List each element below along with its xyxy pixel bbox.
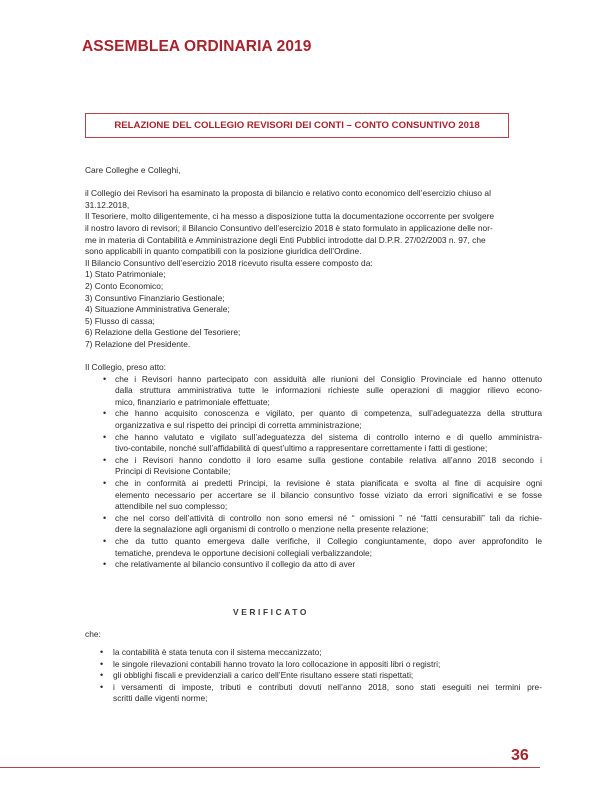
page-number: 36 bbox=[511, 747, 529, 764]
verificato-heading: VERIFICATO bbox=[233, 607, 309, 617]
verificato-list bbox=[85, 647, 542, 705]
list-item-line: • la contabilità è stata tenuta con il sistema meccanizzato; bbox=[113, 647, 322, 657]
list-item-line: attendibile nel suo complesso; bbox=[115, 501, 228, 512]
intro-line: sono applicabili in quanto compatibili con la posizione giuridica dell’Ordine. bbox=[85, 246, 362, 257]
intro-line: il nostro lavoro di revisori; il Bilancio Consuntivo dell’esercizio 2018 è stato formulato in applicazione delle nor- bbox=[85, 222, 493, 233]
intro-line: il Collegio dei Revisori ha esaminato la proposta di bilancio e relativo conto economico dell’esercizio chiuso al bbox=[85, 188, 491, 199]
list-item-line: dalla struttura amministrativa tutte le informazioni richieste sulle operazioni di maggior rilievo econo- bbox=[115, 385, 542, 396]
list-item-line: tivo-contabile, nonché sull’affidabilità di quest’ultimo a rappresentare correttamente i fatti di gestione; bbox=[115, 443, 488, 454]
list-item-line: • che in conformità ai predetti Principi, la revisione è stata pianificata e svolta al fine di acquisire ogni bbox=[115, 478, 542, 489]
component-item: 1) Stato Patrimoniale; bbox=[85, 269, 166, 280]
list-item bbox=[85, 408, 542, 431]
intro-line: me in materia di Contabilità e Amministrazione degli Enti Pubblici introdotte dal D.P.R. 27/02/2003 n. 97, che bbox=[85, 234, 486, 245]
intro-line: Il Tesoriere, molto diligentemente, ci ha messo a disposizione tutta la documentazione occorrente per svolgere bbox=[85, 211, 495, 222]
report-body bbox=[85, 165, 542, 571]
list-item bbox=[85, 478, 542, 513]
list-item bbox=[85, 659, 542, 671]
section-title: RELAZIONE DEL COLLEGIO REVISORI DEI CONTI – CONTO CONSUNTIVO 2018 bbox=[114, 120, 480, 131]
list-item-line: scritti dalle vigenti norme; bbox=[113, 693, 208, 704]
list-item bbox=[85, 513, 542, 536]
page-header-title: ASSEMBLEA ORDINARIA 2019 bbox=[82, 38, 312, 55]
list-item bbox=[85, 559, 542, 571]
preso-atto-lead: Il Collegio, preso atto: bbox=[85, 362, 167, 373]
list-item bbox=[85, 670, 542, 682]
list-item-line: • i versamenti di imposte, tributi e contributi dovuti nell’anno 2018, sono stati eseguiti nei termini pre- bbox=[113, 681, 542, 692]
salutation: Care Colleghe e Colleghi, bbox=[85, 165, 181, 175]
component-item: 7) Relazione del Presidente. bbox=[85, 338, 191, 349]
footer-rule bbox=[0, 767, 540, 768]
component-item: 6) Relazione della Gestione del Tesoriere; bbox=[85, 327, 241, 338]
list-item bbox=[85, 455, 542, 478]
intro-line: 31.12.2018, bbox=[85, 199, 130, 210]
list-item-line: elemento necessario per accertare se il bilancio consuntivo fosse viziato da errori significativi e se fosse bbox=[115, 489, 542, 500]
component-item: 3) Consuntivo Finanziario Gestionale; bbox=[85, 292, 225, 303]
verificato-lead: che: bbox=[85, 629, 101, 639]
list-item-line: • che da tutto quanto emergeva dalle verifiche, il Collegio congiuntamente, dopo aver approfondito le bbox=[115, 536, 542, 546]
list-item bbox=[85, 374, 542, 409]
component-item: 4) Situazione Amministrativa Generale; bbox=[85, 304, 230, 315]
list-item bbox=[85, 536, 542, 559]
intro-line: Il Bilancio Consuntivo dell’esercizio 2018 ricevuto risulta essere composto da: bbox=[85, 257, 373, 268]
list-item-line: • che relativamente al bilancio consuntivo il collegio da atto di aver bbox=[115, 559, 356, 570]
list-item-line: mico, finanziario e patrimoniale effettuate; bbox=[115, 396, 270, 407]
list-item-line: • che nel corso dell’attività di controllo non sono emersi né “ omissioni ” né “fatti censurabili” tali da richie- bbox=[115, 512, 542, 523]
list-item-line: • le singole rilevazioni contabili hanno trovato la loro collocazione in appositi libri o registri; bbox=[113, 658, 441, 669]
section-title-box bbox=[85, 113, 509, 138]
component-item: 2) Conto Economico; bbox=[85, 280, 164, 291]
list-item-line: • che hanno valutato e vigilato sull’adeguatezza del sistema di controllo interno e di quello amministra- bbox=[115, 431, 542, 442]
list-item-line: tematiche, prendeva le opportune decisioni collegiali verbalizzandole; bbox=[115, 547, 372, 558]
list-item-line: • che i Revisori hanno condotto il loro esame sulla gestione contabile relativa all’anno 2018 secondo i bbox=[115, 454, 542, 465]
list-item bbox=[85, 647, 542, 659]
list-item-line: Principi di Revisione Contabile; bbox=[115, 466, 231, 477]
list-item-line: organizzativa e sul rispetto dei principi di corretta amministrazione; bbox=[115, 420, 362, 431]
list-item-line: • che hanno acquisito conoscenza e vigilato, per quanto di competenza, sull’adeguatezza della struttura bbox=[115, 408, 542, 419]
list-item-line: dere la segnalazione agli organismi di controllo o menzione nella presente relazione; bbox=[115, 524, 429, 535]
component-item: 5) Flusso di cassa; bbox=[85, 315, 155, 326]
list-item-line: • gli obblighi fiscali e previdenziali a carico dell’Ente risultano essere stati rispettati; bbox=[113, 670, 414, 681]
list-item bbox=[85, 682, 542, 705]
list-item bbox=[85, 432, 542, 455]
list-item-line: • che i Revisori hanno partecipato con assiduità alle riunioni del Consiglio Provinciale ed hanno ottenuto bbox=[115, 373, 542, 384]
preso-atto-list bbox=[85, 374, 542, 571]
